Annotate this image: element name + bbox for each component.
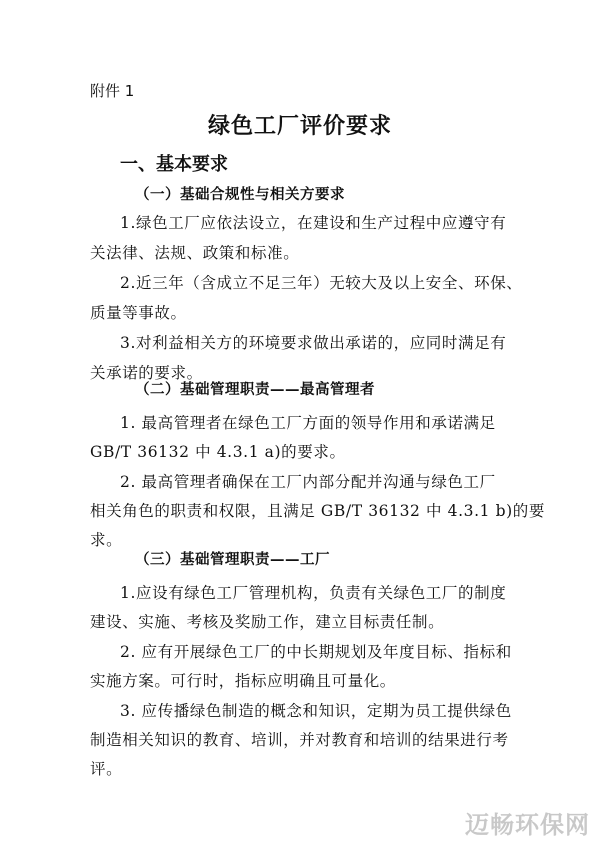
paragraph-line: 1. 最高管理者在绿色工厂方面的领导作用和承诺满足 (120, 414, 496, 432)
paragraph-line: 2.近三年（含成立不足三年）无较大及以上安全、环保、 (120, 274, 523, 292)
paragraph-line: 质量等事故。 (90, 304, 187, 322)
paragraph-line: 评。 (90, 760, 123, 778)
watermark: 迈畅环保网 (465, 811, 590, 839)
paragraph-line: 实施方案。可行时，指标应明确且可量化。 (90, 672, 396, 690)
paragraph-line: 关承诺的要求。 (90, 364, 203, 382)
paragraph-line: 建设、实施、考核及奖励工作，建立目标责任制。 (90, 613, 445, 631)
paragraph-line: 2. 应有开展绿色工厂的中长期规划及年度目标、指标和 (120, 643, 512, 661)
paragraph-line: 1.绿色工厂应依法设立，在建设和生产过程中应遵守有 (120, 214, 507, 232)
subsection-heading: （三）基础管理职责——工厂 (135, 551, 330, 568)
paragraph-line: 3. 应传播绿色制造的概念和知识，定期为员工提供绿色 (120, 702, 512, 720)
paragraph-line: 求。 (90, 531, 123, 549)
subsection-heading: （一）基础合规性与相关方要求 (135, 186, 345, 203)
paragraph-line: 3.对利益相关方的环境要求做出承诺的，应同时满足有 (120, 334, 507, 352)
paragraph-line: GB/T 36132 中 4.3.1 a)的要求。 (90, 443, 346, 461)
paragraph-line: 1.应设有绿色工厂管理机构，负责有关绿色工厂的制度 (120, 584, 507, 602)
subsection-heading: （二）基础管理职责——最高管理者 (135, 381, 375, 398)
paragraph-line: 相关角色的职责和权限，且满足 GB/T 36132 中 4.3.1 b)的要 (90, 502, 545, 520)
paragraph-line: 制造相关知识的教育、培训，并对教育和培训的结果进行考 (90, 731, 509, 749)
paragraph-line: 2. 最高管理者确保在工厂内部分配并沟通与绿色工厂 (120, 473, 496, 491)
document-title: 绿色工厂评价要求 (207, 114, 392, 139)
section-heading: 一、基本要求 (120, 154, 228, 175)
attachment-label: 附件 1 (90, 82, 135, 100)
paragraph-line: 关法律、法规、政策和标准。 (90, 244, 300, 262)
